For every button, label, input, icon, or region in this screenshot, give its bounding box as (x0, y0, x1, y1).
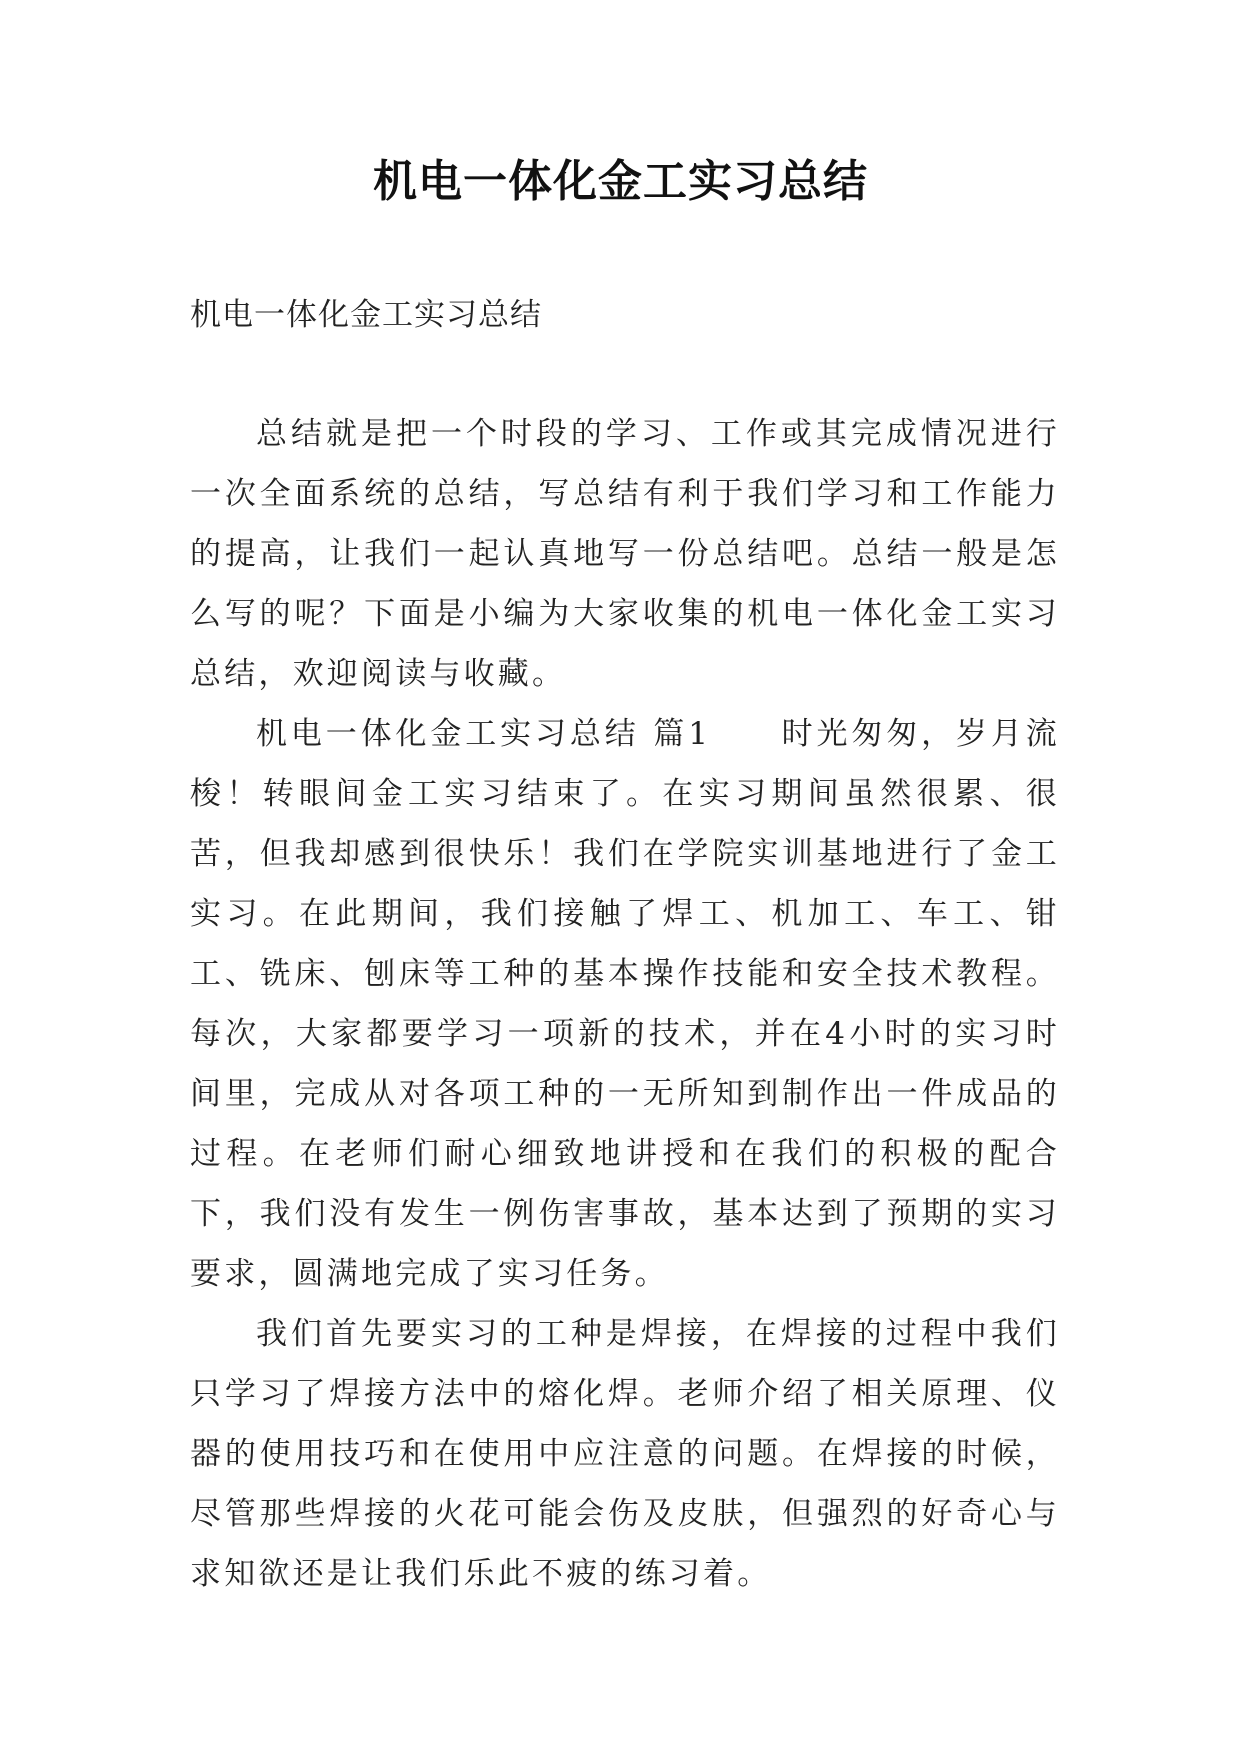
paragraph-intro: 总结就是把一个时段的学习、工作或其完成情况进行一次全面系统的总结，写总结有利于我们学习和工作能力的提高，让我们一起认真地写一份总结吧。总结一般是怎么写的呢？下面是小编为大家收集的机电一体化金工实习总结，欢迎阅读与收藏。 (190, 416, 1060, 692)
paragraph-welding: 我们首先要实习的工种是焊接，在焊接的过程中我们只学习了焊接方法中的熔化焊。老师介绍了相关原理、仪器的使用技巧和在使用中应注意的问题。在焊接的时候，尽管那些焊接的火花可能会伤及皮肤，但强烈的好奇心与求知欲还是让我们乐此不疲的练习着。 (190, 1316, 1060, 1592)
document-subtitle: 机电一体化金工实习总结 (190, 297, 542, 333)
document-body (190, 404, 1060, 1604)
document-title: 机电一体化金工实习总结 (373, 156, 868, 207)
paragraph-part-1: 机电一体化金工实习总结 篇1 时光匆匆，岁月流梭！转眼间金工实习结束了。在实习期间虽然很累、很苦，但我却感到很快乐！我们在学院实训基地进行了金工实习。在此期间，我们接触了焊工、机加工、车工、钳工、铣床、刨床等工种的基本操作技能和安全技术教程。每次，大家都要学习一项新的技术，并在4小时的实习时间里，完成从对各项工种的一无所知到制作出一件成品的过程。在老师们耐心细致地讲授和在我们的积极的配合下，我们没有发生一例伤害事故，基本达到了预期的实习要求，圆满地完成了实习任务。 (190, 716, 1060, 1292)
